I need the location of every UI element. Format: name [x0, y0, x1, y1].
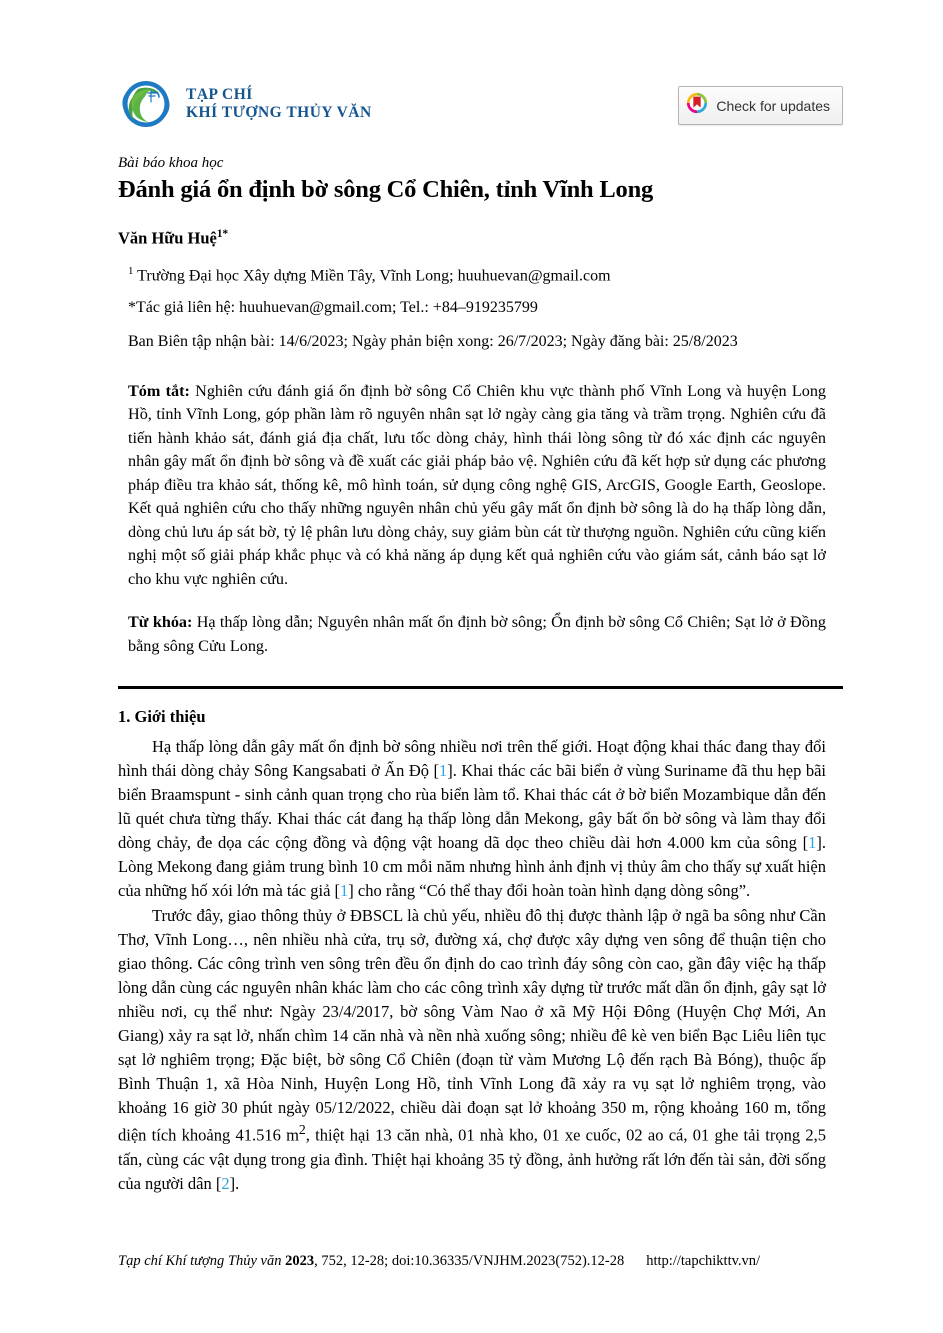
publication-dates: Ban Biên tập nhận bài: 14/6/2023; Ngày phản biện xong: 26/7/2023; Ngày đăng bài: 25/8/2023 [128, 333, 738, 351]
abstract-label: Tóm tắt: [128, 381, 190, 400]
paragraph-2-superscript: 2 [298, 1122, 306, 1138]
paragraph-2-text-b: , thiệt hại 13 căn nhà, 01 nhà kho, 01 xe cuốc, 02 ao cá, 01 ghe tải trọng 2,5 tấn, cùng các vật dụng trong gia đình. Thiệt hại khoảng 35 tỷ đồng, ảnh hưởng rất lớn đến tài sản, đời sống của người dân [ [118, 1125, 826, 1193]
abstract-text: Nghiên cứu đánh giá ổn định bờ sông Cổ Chiên khu vực thành phố Vĩnh Long và huyện Long Hồ, tỉnh Vĩnh Long, góp phần làm rõ nguyên nhân sạt lở ngày càng gia tăng và trầm trọng. Nghiên cứu đã tiến hành khảo sát, đánh giá địa chất, lưu tốc dòng chảy, hình thái lòng sông từ đó xác định các nguyên nhân gây mất ổn định bờ sông và đề xuất các giải pháp bảo vệ. Nghiên cứu đã kết hợp sử dụng các phương pháp điều tra khảo sát, thống kê, mô hình toán, sử dụng công nghệ GIS, ArcGIS, Google Earth, Geoslope. Kết quả nghiên cứu cho thấy những nguyên nhân chủ yếu gây mất ổn định bờ sông là do hạ thấp lòng dẫn, dòng chủ lưu áp sát bờ, tỷ lệ phân lưu dòng chảy, suy giảm bùn cát từ thượng nguồn. Nghiên cứu cũng kiến nghị một số giải pháp khắc phục và có khả năng áp dụng kết quả nghiên cứu vào giám sát, cảnh báo sạt lở cho khu vực nghiên cứu. [128, 381, 827, 588]
citation-ref-1c[interactable]: 1 [340, 881, 349, 901]
globe-logo-icon [118, 76, 174, 132]
keywords-paragraph [128, 611, 826, 658]
author-line [118, 228, 826, 249]
page-footer [118, 1253, 848, 1270]
paragraph-2-text-c: ]. [229, 1173, 240, 1193]
paragraph-1-text-d: ] cho rằng “Có thể thay đổi hoàn toàn hình dạng dòng sông”. [348, 881, 751, 901]
page-header [118, 70, 843, 140]
article-front-matter [118, 155, 826, 658]
footer-url[interactable]: http://tapchikttv.vn/ [646, 1253, 761, 1269]
keywords-text: Hạ thấp lòng dẫn; Nguyên nhân mất ổn định bờ sông; Ổn định bờ sông Cổ Chiên; Sạt lở ở Đồng bằng sông Cửu Long. [128, 613, 826, 655]
journal-name-line1: TẠP CHÍ [186, 86, 253, 104]
paragraph-1-text-b: ]. Khai thác các bãi biển ở vùng Suriname đã thu hẹp bãi biển Braamspunt - sinh cảnh quan trọng cho rùa biển làm tổ. Khai thác cát ở bờ biển Mozambique dẫn đến lũ quét chưa từng thấy. Khai thác cát đang hạ thấp lòng dẫn Mekong, gây bất ổn bờ sông và làm thay đổi dòng chảy, đe dọa các cộng đồng và động vật hoang dã dọc theo chiều dài hơn 4.000 km của sông [ [118, 761, 826, 853]
affiliation-marker: 1 [128, 264, 134, 277]
keywords-label: Từ khóa: [128, 613, 193, 632]
abstract-block [118, 380, 826, 658]
journal-branding [118, 76, 372, 132]
paragraph-1 [118, 735, 826, 904]
crossmark-icon [686, 92, 708, 119]
paragraph-1-text-c: ]. Lòng Mekong đang giảm trung bình 10 cm mỗi năm nhưng hình ảnh định vị thủy âm cho thấy sự xuất hiện của những hố xói lớn mà tác giả [ [118, 833, 826, 901]
paragraph-2 [118, 904, 826, 1196]
paragraph-1-text-a: Hạ thấp lòng dẫn gây mất ổn định bờ sông nhiều nơi trên thế giới. Hoạt động khai thác đang thay đổi hình thái dòng chảy Sông Kangsabati ở Ấn Độ [ [118, 737, 826, 781]
footer-journal-name: Tạp chí Khí tượng Thủy văn [118, 1253, 282, 1269]
affiliation-line [118, 265, 826, 285]
page-title: Đánh giá ổn định bờ sông Cổ Chiên, tỉnh Vĩnh Long [118, 176, 654, 203]
footer-year: 2023 [285, 1253, 315, 1269]
author-name: Văn Hữu Huệ [118, 228, 217, 248]
section-divider-rule [118, 686, 843, 689]
paragraph-2-text-a: Trước đây, giao thông thủy ở ĐBSCL là chủ yếu, nhiều đô thị được thành lập ở ngã ba sông như Cần Thơ, Vĩnh Long…, nên nhiều nhà cửa, trụ sở, đường xá, chợ được xây dựng ven sông để thuận tiện cho giao thông. Các công trình ven sông trên đều ổn định do cao trình đáy sông còn cao, gần đây việc hạ thấp lòng dẫn cùng các nguyên nhân khác làm cho các công trình xây dựng từ trước mất dần ổn định, gây sạt lở nhiều nơi, cụ thể như: Ngày 23/4/2017, bờ sông Vàm Nao ở xã Mỹ Hội Đông (Huyện Chợ Mới, An Giang) xảy ra sạt lở, nhấn chìm 14 căn nhà và nền nhà xuống sông; nhiều đê kè ven biển Bạc Liêu liên tục sạt lở nghiêm trọng; Đặc biệt, bờ sông Cổ Chiên (đoạn từ vàm Mương Lộ đến rạch Bà Bóng), thuộc ấp Bình Thuận 1, xã Hòa Ninh, Huyện Long Hồ, tỉnh Vĩnh Long đã xảy ra vụ sạt lở nghiêm trọng, vào khoảng 16 giờ 30 phút ngày 05/12/2022, chiều dài đoạn sạt lở khoảng 350 m, rộng khoảng 160 m, tổng diện tích khoảng 41.516 m [118, 905, 826, 1145]
corresponding-author-line: *Tác giả liên hệ: huuhuevan@gmail.com; Tel.: +84–919235799 [128, 299, 538, 317]
citation-ref-1a[interactable]: 1 [439, 761, 448, 781]
journal-name [186, 86, 372, 122]
abstract-paragraph [128, 380, 826, 591]
section-heading-introduction: 1. Giới thiệu [118, 707, 206, 726]
check-for-updates-button[interactable] [678, 86, 843, 125]
journal-name-line2: KHÍ TƯỢNG THỦY VĂN [186, 104, 372, 121]
article-type-kicker: Bài báo khoa học [118, 155, 224, 171]
footer-citation: , 752, 12-28; doi:10.36335/VNJHM.2023(752).12-28 [314, 1253, 625, 1269]
introduction-section [118, 707, 826, 1196]
citation-ref-2a[interactable]: 2 [221, 1173, 230, 1193]
citation-ref-1b[interactable]: 1 [808, 833, 817, 853]
author-affiliation-marker: 1* [216, 228, 229, 241]
affiliation-text: Trường Đại học Xây dựng Miền Tây, Vĩnh Long; huuhuevan@gmail.com [137, 267, 611, 285]
check-for-updates-label: Check for updates [716, 97, 830, 114]
